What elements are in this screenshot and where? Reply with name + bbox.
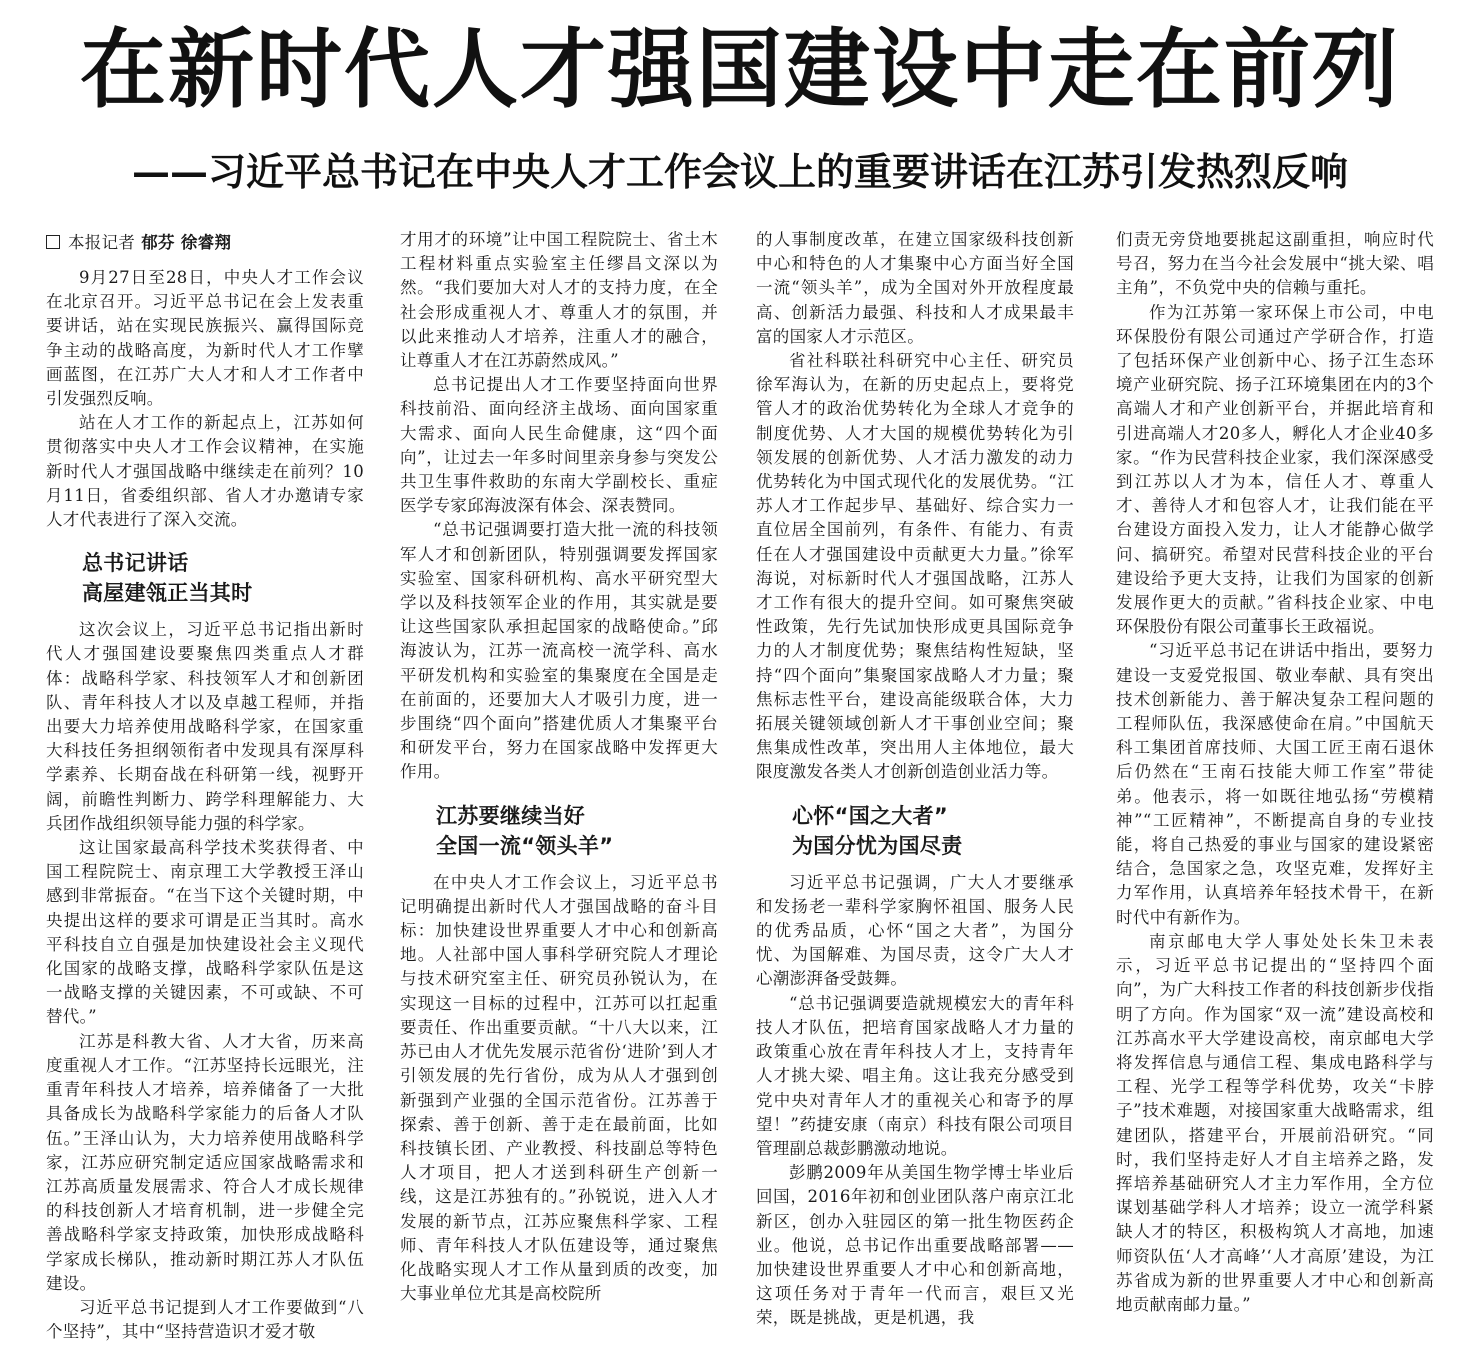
article-paragraph: 这让国家最高科学技术奖获得者、中国工程院院士、南京理工大学教授王泽山感到非常振奋。“在当下这个关键时期，中央提出这样的要求可谓是正当其时。高水平科技自立自强是加快建设社会主义现代化国家的战略支撑，战略科学家队伍是这一战略支撑的关键因素，不可或缺、不可替代。” bbox=[46, 838, 364, 1027]
section-heading-line: 全国一流“领头羊” bbox=[436, 833, 614, 858]
article-paragraph: 彭鹏2009年从美国生物学博士毕业后回国，2016年初和创业团队落户南京江北新区，创办入驻园区的第一批生物医药企业。他说，总书记作出重要战略部署——加快建设世界重要人才中心和创新高地，这项任务对于青年一代而言，艰巨又光荣，既是挑战，更是机遇，我 bbox=[756, 1163, 1074, 1328]
article-paragraph: 9月27日至28日，中央人才工作会议在北京召开。习近平总书记在会上发表重要讲话，站在实现民族振兴、赢得国际竞争主动的战略高度，为新时代人才工作擘画蓝图，在江苏广大人才和人才工作者中引发强烈反响。 bbox=[46, 268, 364, 409]
section-heading-line: 江苏要继续当好 bbox=[436, 803, 586, 828]
article-paragraph: 才用才的环境”让中国工程院院士、省土木工程材料重点实验室主任缪昌文深以为然。“我们要加大对人才的支持力度，在全社会形成重视人才、尊重人才的氛围，并以此来推动人才培养，注重人才的融合，让尊重人才在江苏蔚然成风。” bbox=[400, 230, 718, 371]
subheadline: ——习近平总书记在中央人才工作会议上的重要讲话在江苏引发热烈反响 bbox=[131, 149, 1348, 194]
section-heading bbox=[400, 801, 718, 861]
section-heading-line: 高屋建瓴正当其时 bbox=[82, 581, 253, 606]
article-paragraph: 习近平总书记强调，广大人才要继承和发扬老一辈科学家胸怀祖国、服务人民的优秀品质，心怀“国之大者”，为国分忧、为国解难、为国尽责，这令广大人才心潮澎湃备受鼓舞。 bbox=[756, 872, 1074, 989]
article-column-2 bbox=[400, 228, 718, 1353]
article-column-4 bbox=[1116, 228, 1434, 1353]
section-heading-line: 总书记讲话 bbox=[82, 551, 189, 576]
byline-label: 本报记者 bbox=[68, 233, 136, 252]
article-paragraph: 在中央人才工作会议上，习近平总书记明确提出新时代人才强国战略的奋斗目标：加快建设世界重要人才中心和创新高地。人社部中国人事科学研究院人才理论与技术研究室主任、研究员孙锐认为，在实现这一目标的过程中，江苏可以扛起重要责任、作出重要贡献。“十八大以来，江苏已由人才优先发展示范省份‘进阶’到人才引领发展的先行省份，成为从人才强到创新强到产业强的全国示范省份。江苏善于探索、善于创新、善于走在最前面，比如科技镇长团、产业教授、科技副总等特色人才项目，把人才送到科研生产创新一线，这是江苏独有的。”孙锐说，进入人才发展的新节点，江苏应聚焦科学家、工程师、青年科技人才队伍建设等，通过聚焦化战略实现人才工作从量到质的改变，加大事业单位尤其是高校院所 bbox=[400, 872, 718, 1304]
article-paragraph: 这次会议上，习近平总书记指出新时代人才强国建设要聚焦四类重点人才群体：战略科学家、科技领军人才和创新团队、青年科技人才以及卓越工程师，并指出要大力培养使用战略科学家，在国家重大科技任务担纲领衔者中发现具有深厚科学素养、长期奋战在科研第一线，视野开阔，前瞻性判断力、跨学科理解能力、大兵团作战组织领导能力强的科学家。 bbox=[46, 620, 364, 833]
section-heading bbox=[46, 548, 364, 608]
section-heading-line: 心怀“国之大者” bbox=[792, 803, 949, 828]
article-paragraph: 作为江苏第一家环保上市公司，中电环保股份有限公司通过产学研合作，打造了包括环保产业创新中心、扬子江生态环境产业研究院、扬子江环境集团在内的3个高端人才和产业创新平台，并据此培育和引进高端人才20多人，孵化人才企业40多家。“作为民营科技企业家，我们深深感受到江苏以人才为本，信任人才、尊重人才、善待人才和包容人才，让我们能在平台建设方面投入发力，让人才能静心做学问、搞研究。希望对民营科技企业的平台建设给予更大支持，让我们为国家的创新发展作更大的贡献。”省科技企业家、中电环保股份有限公司董事长王政福说。 bbox=[1116, 302, 1434, 637]
article-paragraph: “总书记强调要打造大批一流的科技领军人才和创新团队，特别强调要发挥国家实验室、国家科研机构、高水平研究型大学以及科技领军企业的作用，其实就是要让这些国家队承担起国家的战略使命。”邱海波认为，江苏一流高校一流学科、高水平研发机构和实验室的集聚度在全国是走在前面的，还要加大人才吸引力度，进一步围绕“四个面向”搭建优质人才集聚平台和研发平台，努力在国家战略中发挥更大作用。 bbox=[400, 520, 718, 782]
article-paragraph: 江苏是科教大省、人才大省，历来高度重视人才工作。“江苏坚持长远眼光，注重青年科技人才培养，培养储备了一大批具备成长为战略科学家能力的后备人才队伍。”王泽山认为，大力培养使用战略科学家，江苏应研究制定适应国家战略需求和江苏高质量发展需求、符合人才成长规律的科技创新人才培育机制，进一步健全完善战略科学家支持政策，加快形成战略科学家成长梯队，推动新时期江苏人才队伍建设。 bbox=[46, 1031, 364, 1293]
article-paragraph: “习近平总书记在讲话中指出，要努力建设一支爱党报国、敬业奉献、具有突出技术创新能力、善于解决复杂工程问题的工程师队伍，我深感使命在肩。”中国航天科工集团首席技师、大国工匠王南石退休后仍然在“王南石技能大师工作室”带徒弟。他表示，将一如既往地弘扬“劳模精神”“工匠精神”，不断提高自身的专业技能，将自己热爱的事业与国家的建设紧密结合，急国家之急，攻坚克难，发挥好主力军作用，认真培养年轻技术骨干，在新时代中有新作为。 bbox=[1116, 641, 1434, 927]
section-heading-line: 为国分忧为国尽责 bbox=[792, 833, 963, 858]
article-paragraph: 总书记提出人才工作要坚持面向世界科技前沿、面向经济主战场、面向国家重大需求、面向人民生命健康，这“四个面向”，让过去一年多时间里亲身参与突发公共卫生事件救助的东南大学副校长、重症医学专家邱海波深有体会、深表赞同。 bbox=[400, 375, 718, 516]
section-heading bbox=[756, 801, 1074, 861]
byline-authors: 郁芬 徐睿翔 bbox=[141, 233, 232, 252]
article-paragraph: 们责无旁贷地要挑起这副重担，响应时代号召，努力在当今社会发展中“挑大梁、唱主角”，不负党中央的信赖与重托。 bbox=[1116, 230, 1434, 298]
article-column-1 bbox=[46, 228, 364, 1353]
article-paragraph: 站在人才工作的新起点上，江苏如何贯彻落实中央人才工作会议精神，在实施新时代人才强国战略中继续走在前列？10月11日，省委组织部、省人才办邀请专家人才代表进行了深入交流。 bbox=[46, 413, 364, 530]
article-paragraph: 习近平总书记提到人才工作要做到“八个坚持”，其中“坚持营造识才爱才敬 bbox=[46, 1297, 364, 1342]
byline bbox=[46, 228, 364, 258]
article-paragraph: 南京邮电大学人事处处长朱卫未表示，习近平总书记提出的“坚持四个面向”，为广大科技工作者的科技创新步伐指明了方向。作为国家“双一流”建设高校和江苏高水平大学建设高校，南京邮电大学将发挥信息与通信工程、集成电路科学与工程、光学工程等学科优势，攻关“卡脖子”技术难题，对接国家重大战略需求，组建团队，搭建平台，开展前沿研究。“同时，我们坚持走好人才自主培养之路，发挥培养基础研究人才主力军作用，全方位谋划基础学科人才培养；设立一流学科紧缺人才的特区，积极构筑人才高地，加速师资队伍‘人才高峰’‘人才高原’建设，为江苏省成为新的世界重要人才中心和创新高地贡献南邮力量。” bbox=[1116, 931, 1434, 1314]
article-paragraph: “总书记强调要造就规模宏大的青年科技人才队伍，把培育国家战略人才力量的政策重心放在青年科技人才上，支持青年人才挑大梁、唱主角。这让我充分感受到党中央对青年人才的重视关心和寄予的厚望！”药捷安康（南京）科技有限公司项目管理副总裁彭鹏激动地说。 bbox=[756, 993, 1074, 1158]
headline: 在新时代人才强国建设中走在前列 bbox=[80, 20, 1400, 120]
byline-square-icon bbox=[46, 235, 60, 249]
article-paragraph: 省社科联社科研究中心主任、研究员徐军海认为，在新的历史起点上，要将党管人才的政治优势转化为全球人才竞争的制度优势、人才大国的规模优势转化为引领发展的创新优势、人才活力激发的动力优势转化为中国式现代化的发展优势。“江苏人才工作起步早、基础好、综合实力一直位居全国前列，有条件、有能力、有责任在人才强国建设中贡献更大力量。”徐军海说，对标新时代人才强国战略，江苏人才工作有很大的提升空间。如可聚焦突破性政策，先行先试加快形成更具国际竞争力的人才制度优势；聚焦结构性短缺，坚持“四个面向”集聚国家战略人才力量；聚焦标志性平台，建设高能级联合体，大力拓展关键领域创新人才干事创业空间；聚焦集成性改革，突出用人主体地位，最大限度激发各类人才创新创造创业活力等。 bbox=[756, 351, 1074, 782]
article-paragraph: 的人事制度改革，在建立国家级科技创新中心和特色的人才集聚中心方面当好全国一流“领头羊”，成为全国对外开放程度最高、创新活力最强、科技和人才成果最丰富的国家人才示范区。 bbox=[756, 230, 1074, 346]
article-column-3 bbox=[756, 228, 1074, 1353]
